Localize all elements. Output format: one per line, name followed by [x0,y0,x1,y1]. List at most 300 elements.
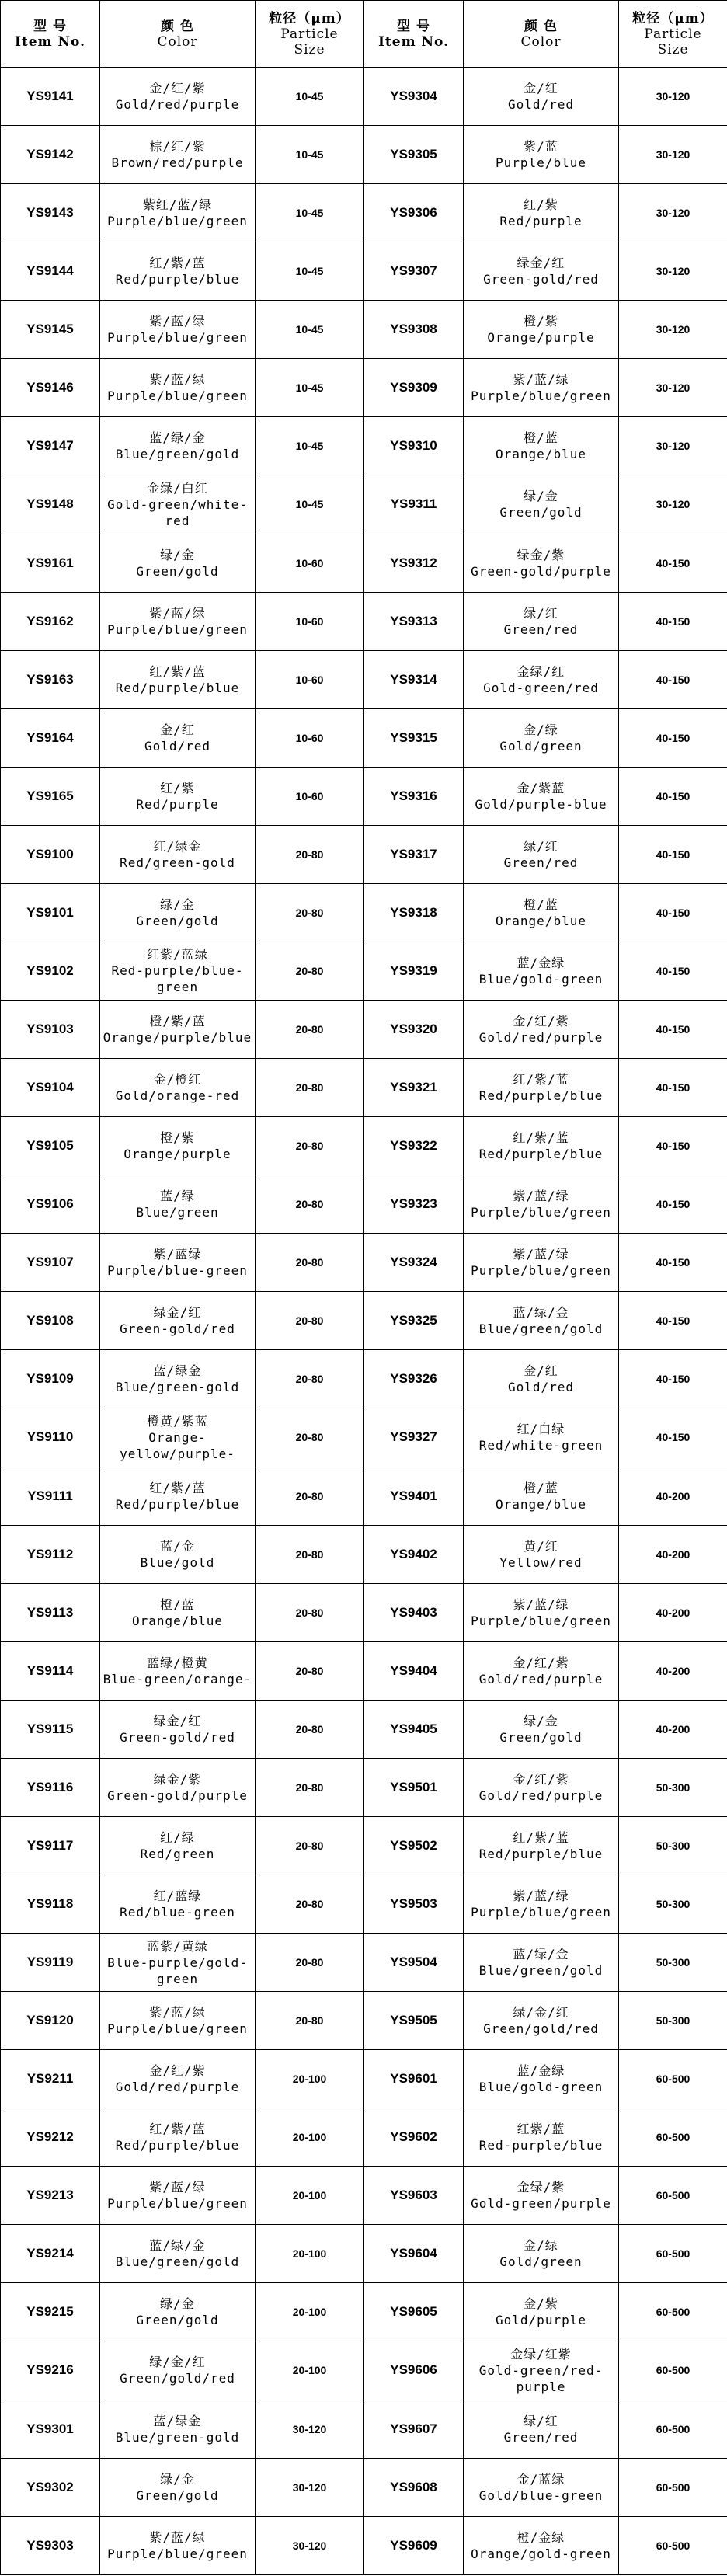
item-no-cell: YS9503 [364,1875,464,1933]
color-cell [464,2167,619,2225]
color-cell [100,184,256,242]
color-cell [464,184,619,242]
color-zh: 金绿/白红 [147,480,208,496]
item-no-cell: YS9108 [1,1292,100,1350]
color-cell [100,2341,256,2400]
color-cell [464,942,619,1000]
color-cell [464,1175,619,1234]
particle-size-cell: 10-45 [256,475,364,534]
particle-size-cell: 10-45 [256,126,364,184]
color-en: Purple/blue/green [471,1904,611,1920]
color-cell [464,1117,619,1175]
item-no-cell: YS9604 [364,2225,464,2283]
color-en: Green-gold/red [483,272,599,287]
color-zh: 绿/金 [524,489,558,504]
color-en: Red/purple/blue [115,680,240,695]
item-no-cell: YS9114 [1,1641,100,1700]
particle-size-cell: 10-45 [256,242,364,301]
particle-size-cell: 30-120 [619,184,727,242]
color-en: Red/white-green [478,1438,604,1453]
particle-size-cell: 40-150 [619,1350,727,1408]
table-row [1,1525,727,1583]
particle-size-cell: 20-80 [256,1875,364,1933]
color-en: Gold-green/purple [471,2196,611,2212]
color-zh: 绿/红 [524,2413,558,2428]
color-zh: 绿金/红 [517,256,565,271]
color-en: Red/purple [136,796,219,812]
item-no-cell: YS9322 [364,1117,464,1175]
color-en: Purple/blue/green [107,330,248,346]
color-cell [100,68,256,126]
item-no-cell: YS9312 [364,534,464,592]
color-cell [464,1234,619,1292]
color-en: Orange/blue [496,447,586,462]
color-zh: 红/紫/蓝 [149,1480,206,1495]
color-cell [464,1934,619,1992]
item-no-cell: YS9141 [1,68,100,126]
color-zh: 紫/蓝/绿 [513,1247,569,1262]
item-no-cell: YS9145 [1,301,100,359]
color-en: Green-gold/purple [107,1788,248,1803]
table-row [1,1700,727,1758]
color-en: Red/purple/blue [115,1496,240,1512]
color-zh: 紫/蓝/绿 [513,1888,569,1903]
item-no-cell: YS9105 [1,1117,100,1175]
particle-size-cell: 20-100 [256,2108,364,2167]
color-zh: 蓝紫/黄绿 [147,1938,208,1954]
color-en: Green/red [503,855,579,870]
color-en: Red/blue-green [120,1904,235,1920]
color-en: Purple/blue/green [107,2546,248,2561]
color-en: Green/gold/red [483,2021,599,2037]
color-zh: 红/紫/蓝 [513,1072,569,1088]
item-no-cell: YS9162 [1,592,100,650]
particle-size-cell: 40-200 [619,1641,727,1700]
item-no-cell: YS9327 [364,1408,464,1467]
item-no-cell: YS9315 [364,708,464,767]
item-no-cell: YS9405 [364,1700,464,1758]
color-cell [464,1408,619,1467]
color-header-zh: 颜 色 [524,18,558,34]
color-zh: 绿/金/红 [513,2005,569,2021]
color-en: Red/purple [499,214,583,229]
item-no-cell: YS9607 [364,2400,464,2458]
color-cell [100,1117,256,1175]
color-cell [100,2400,256,2458]
item-no-header [364,1,464,68]
color-zh: 紫/蓝/绿 [149,2180,206,2195]
item-no-cell: YS9605 [364,2283,464,2341]
color-zh: 金/橙红 [153,1072,202,1088]
particle-size-cell: 40-150 [619,767,727,825]
item-no-cell: YS9143 [1,184,100,242]
table-row [1,2050,727,2108]
color-cell [464,475,619,534]
table-row [1,592,727,650]
color-zh: 红/蓝绿 [153,1888,202,1903]
table-row [1,1875,727,1933]
particle-size-cell: 40-150 [619,1059,727,1117]
color-zh: 紫/蓝/绿 [149,372,206,388]
color-en: Brown/red/purple [111,155,244,171]
item-no-cell: YS9109 [1,1350,100,1408]
particle-size-cell: 60-500 [619,2225,727,2283]
particle-size-cell: 10-45 [256,417,364,475]
table-row [1,2400,727,2458]
item-no-cell: YS9301 [1,2400,100,2458]
color-en: Yellow/red [499,1554,583,1570]
particle-size-cell: 20-100 [256,2341,364,2400]
item-no-cell: YS9106 [1,1175,100,1234]
color-cell [100,417,256,475]
color-en: Gold/red [507,97,575,113]
particle-size-cell: 20-80 [256,1175,364,1234]
color-cell [464,883,619,942]
color-en: Red/purple/blue [115,272,240,287]
particle-size-cell: 30-120 [619,359,727,417]
color-cell [100,1758,256,1816]
item-no-cell: YS9505 [364,1992,464,2050]
particle-size-cell: 30-120 [619,301,727,359]
color-zh: 橙/金绿 [517,2529,565,2545]
color-header-en: Color [520,33,562,50]
item-no-cell: YS9602 [364,2108,464,2167]
particle-size-cell: 60-500 [619,2516,727,2574]
particle-size-cell: 30-120 [619,475,727,534]
item-no-cell: YS9319 [364,942,464,1000]
item-no-cell: YS9608 [364,2458,464,2516]
item-no-cell: YS9142 [1,126,100,184]
color-en: Orange/blue [132,1613,223,1628]
color-zh: 蓝/金 [160,1538,195,1554]
color-zh: 红紫/蓝 [517,2122,565,2137]
table-row [1,2167,727,2225]
item-no-cell: YS9324 [364,1234,464,1292]
color-zh: 紫/蓝绿 [153,1247,202,1262]
color-zh: 橙/蓝 [160,1596,195,1612]
color-zh: 绿金/紫 [517,547,565,562]
item-no-cell: YS9321 [364,1059,464,1117]
color-cell [464,708,619,767]
particle-size-cell: 40-200 [619,1700,727,1758]
table-row [1,1292,727,1350]
item-no-cell: YS9402 [364,1525,464,1583]
color-cell [100,2516,256,2574]
color-en: Orange/blue [496,913,586,928]
item-no-header-zh: 型 号 [33,18,67,34]
color-en: Blue-green/orange- [103,1671,252,1687]
color-header-en: Color [157,33,198,50]
item-no-cell: YS9401 [364,1467,464,1525]
color-zh: 蓝/绿/金 [513,1305,569,1321]
table-row [1,942,727,1000]
color-cell [100,1816,256,1875]
color-zh: 红/绿金 [153,838,202,854]
color-cell [464,2341,619,2400]
color-en: Purple/blue/green [107,214,248,229]
color-cell [464,1059,619,1117]
particle-size-cell: 40-150 [619,534,727,592]
color-zh: 橙/蓝 [524,430,558,446]
table-row [1,1059,727,1117]
color-zh: 金/绿 [524,722,558,737]
particle-size-cell: 30-120 [256,2516,364,2574]
color-cell [464,359,619,417]
color-en: Green/red [503,2429,579,2445]
color-cell [464,1001,619,1059]
color-en: Green/gold [136,2313,219,2328]
item-no-cell: YS9163 [1,650,100,708]
color-zh: 棕/红/紫 [149,139,206,155]
particle-size-header [619,1,727,68]
item-no-cell: YS9320 [364,1001,464,1059]
color-zh: 蓝/金绿 [517,955,565,970]
color-zh: 金/红 [160,722,195,737]
color-cell [100,1292,256,1350]
table-body [1,68,727,2575]
color-cell [464,1292,619,1350]
color-cell [100,2283,256,2341]
color-zh: 绿/红 [524,605,558,621]
particle-size-cell: 20-100 [256,2283,364,2341]
color-zh: 红/紫/蓝 [513,1829,569,1845]
table-row [1,1234,727,1292]
item-no-cell: YS9113 [1,1583,100,1641]
particle-size-cell: 10-45 [256,68,364,126]
particle-size-cell: 20-80 [256,1234,364,1292]
color-en: Blue/green/gold [115,447,240,462]
item-no-cell: YS9212 [1,2108,100,2167]
particle-size-cell: 30-120 [256,2458,364,2516]
color-en: Blue-purple/gold-green [107,1955,248,1986]
table-row [1,1934,727,1992]
color-en: Green/red [503,621,579,637]
color-en: Gold-green/red-purple [478,2362,604,2394]
color-zh: 金/红 [524,81,558,96]
table-row [1,475,727,534]
item-no-cell: YS9213 [1,2167,100,2225]
particle-size-cell: 20-80 [256,825,364,883]
color-zh: 紫/蓝/绿 [513,1596,569,1612]
table-row [1,184,727,242]
color-en: Green/gold/red [120,2371,235,2386]
particle-size-cell: 50-300 [619,1816,727,1875]
color-en: Orange-yellow/purple- [120,1429,235,1461]
color-en: Purple/blue/green [471,1205,611,1220]
particle-size-cell: 40-150 [619,1175,727,1234]
color-zh: 金/蓝绿 [517,2471,565,2487]
color-cell [464,1700,619,1758]
color-zh: 金/红/紫 [149,81,206,96]
table-row [1,2108,727,2167]
color-en: Purple/blue/green [107,2021,248,2037]
color-cell [464,301,619,359]
color-zh: 金/红 [524,1363,558,1379]
color-cell [464,2458,619,2516]
color-cell [464,592,619,650]
particle-size-cell: 30-120 [619,126,727,184]
color-cell [100,1001,256,1059]
particle-size-cell: 10-60 [256,534,364,592]
particle-size-cell: 10-45 [256,301,364,359]
particle-size-cell: 40-150 [619,1001,727,1059]
table-row [1,417,727,475]
particle-size-cell: 60-500 [619,2341,727,2400]
item-no-cell: YS9317 [364,825,464,883]
particle-size-cell: 60-500 [619,2108,727,2167]
color-en: Purple/blue-green [107,1263,248,1279]
color-cell [100,126,256,184]
table-row [1,242,727,301]
particle-size-cell: 40-150 [619,1292,727,1350]
color-zh: 紫/蓝/绿 [149,605,206,621]
item-no-cell: YS9606 [364,2341,464,2400]
item-no-cell: YS9107 [1,1234,100,1292]
color-cell [464,1583,619,1641]
color-zh: 橙/紫/蓝 [149,1014,206,1029]
particle-size-cell: 40-150 [619,1234,727,1292]
color-zh: 绿金/红 [153,1305,202,1321]
color-en: Blue/green/gold [478,1321,604,1337]
item-no-cell: YS9119 [1,1934,100,1992]
particle-size-cell: 60-500 [619,2458,727,2516]
table-row [1,825,727,883]
color-zh: 橙/蓝 [524,896,558,912]
table-row [1,126,727,184]
color-en: Red/purple/blue [478,1147,604,1162]
color-cell [464,2400,619,2458]
color-zh: 绿/金 [160,547,195,562]
item-no-cell: YS9310 [364,417,464,475]
color-zh: 红/白绿 [517,1422,565,1437]
item-no-cell: YS9101 [1,883,100,942]
color-en: Gold/red/purple [478,1030,604,1046]
color-cell [464,650,619,708]
particle-size-cell: 10-60 [256,592,364,650]
color-en: Red/green [140,1846,215,1861]
color-en: Gold/red [144,738,211,754]
color-en: Red-purple/blue [478,2138,604,2153]
color-en: Purple/blue [496,155,586,171]
color-en: Gold/purple-blue [475,796,607,812]
color-cell [464,2283,619,2341]
color-cell [100,1059,256,1117]
color-zh: 橙/紫 [160,1130,195,1146]
color-en: Gold/green [499,2254,583,2270]
color-cell [100,883,256,942]
color-en: Red-purple/blue-green [111,963,244,995]
particle-size-cell: 30-120 [619,68,727,126]
item-no-cell: YS9609 [364,2516,464,2574]
particle-size-header-zh: 粒径（μm） [269,10,350,26]
color-cell [100,1700,256,1758]
particle-size-cell: 40-150 [619,1117,727,1175]
color-zh: 橙黄/紫蓝 [147,1413,208,1429]
color-en: Purple/blue/green [107,2196,248,2212]
particle-size-cell: 20-80 [256,1350,364,1408]
item-no-cell: YS9146 [1,359,100,417]
color-cell [464,1992,619,2050]
color-zh: 绿/金 [160,2296,195,2312]
item-no-cell: YS9164 [1,708,100,767]
item-no-cell: YS9502 [364,1816,464,1875]
color-zh: 绿/金/红 [149,2355,206,2370]
color-zh: 蓝/绿/金 [149,2238,206,2254]
particle-size-cell: 20-80 [256,1117,364,1175]
color-cell [464,126,619,184]
color-cell [100,2167,256,2225]
table-row [1,68,727,126]
table-row [1,534,727,592]
color-cell [464,1467,619,1525]
item-no-cell: YS9120 [1,1992,100,2050]
particle-size-cell: 10-60 [256,650,364,708]
particle-size-cell: 20-80 [256,1583,364,1641]
item-no-cell: YS9110 [1,1408,100,1467]
item-no-cell: YS9304 [364,68,464,126]
table-row [1,1117,727,1175]
color-en: Gold-green/white-red [107,496,248,528]
table-row [1,708,727,767]
color-cell [100,2108,256,2167]
color-zh: 绿/金 [524,1713,558,1728]
particle-size-header-zh: 粒径（μm） [632,10,714,26]
table-row [1,1408,727,1467]
color-en: Purple/blue/green [107,388,248,404]
color-cell [100,1641,256,1700]
color-en: Gold/green [499,738,583,754]
color-en: Red/green-gold [120,855,235,870]
color-en: Green/gold [136,2487,219,2503]
color-cell [100,1408,256,1467]
item-no-cell: YS9313 [364,592,464,650]
item-no-cell: YS9303 [1,2516,100,2574]
particle-size-cell: 40-150 [619,650,727,708]
table-row [1,1583,727,1641]
particle-size-cell: 50-300 [619,1875,727,1933]
table-row [1,2516,727,2574]
color-zh: 金绿/红 [517,663,565,679]
particle-size-cell: 20-80 [256,1292,364,1350]
color-cell [100,1350,256,1408]
color-zh: 绿金/红 [153,1713,202,1728]
color-zh: 红/紫/蓝 [149,663,206,679]
item-no-cell: YS9323 [364,1175,464,1234]
color-en: Blue/gold [140,1554,215,1570]
color-zh: 金绿/紫 [517,2180,565,2195]
particle-size-cell: 20-80 [256,1992,364,2050]
particle-size-cell: 50-300 [619,1758,727,1816]
color-cell [100,2458,256,2516]
table-row [1,650,727,708]
color-cell [464,2225,619,2283]
particle-size-header-en2: Size [657,41,689,57]
color-cell [464,1816,619,1875]
color-cell [100,592,256,650]
color-zh: 黄/红 [524,1538,558,1554]
color-cell [464,242,619,301]
color-zh: 蓝/绿 [160,1189,195,1204]
particle-size-header-en1: Particle [644,26,702,42]
color-zh: 金/红/紫 [513,1655,569,1670]
item-no-cell: YS9504 [364,1934,464,1992]
color-zh: 红/紫/蓝 [149,256,206,271]
color-en: Gold/red/purple [115,97,240,113]
item-no-cell: YS9118 [1,1875,100,1933]
color-zh: 绿/金 [160,896,195,912]
color-en: Green-gold/red [120,1729,235,1745]
particle-size-cell: 20-80 [256,1816,364,1875]
